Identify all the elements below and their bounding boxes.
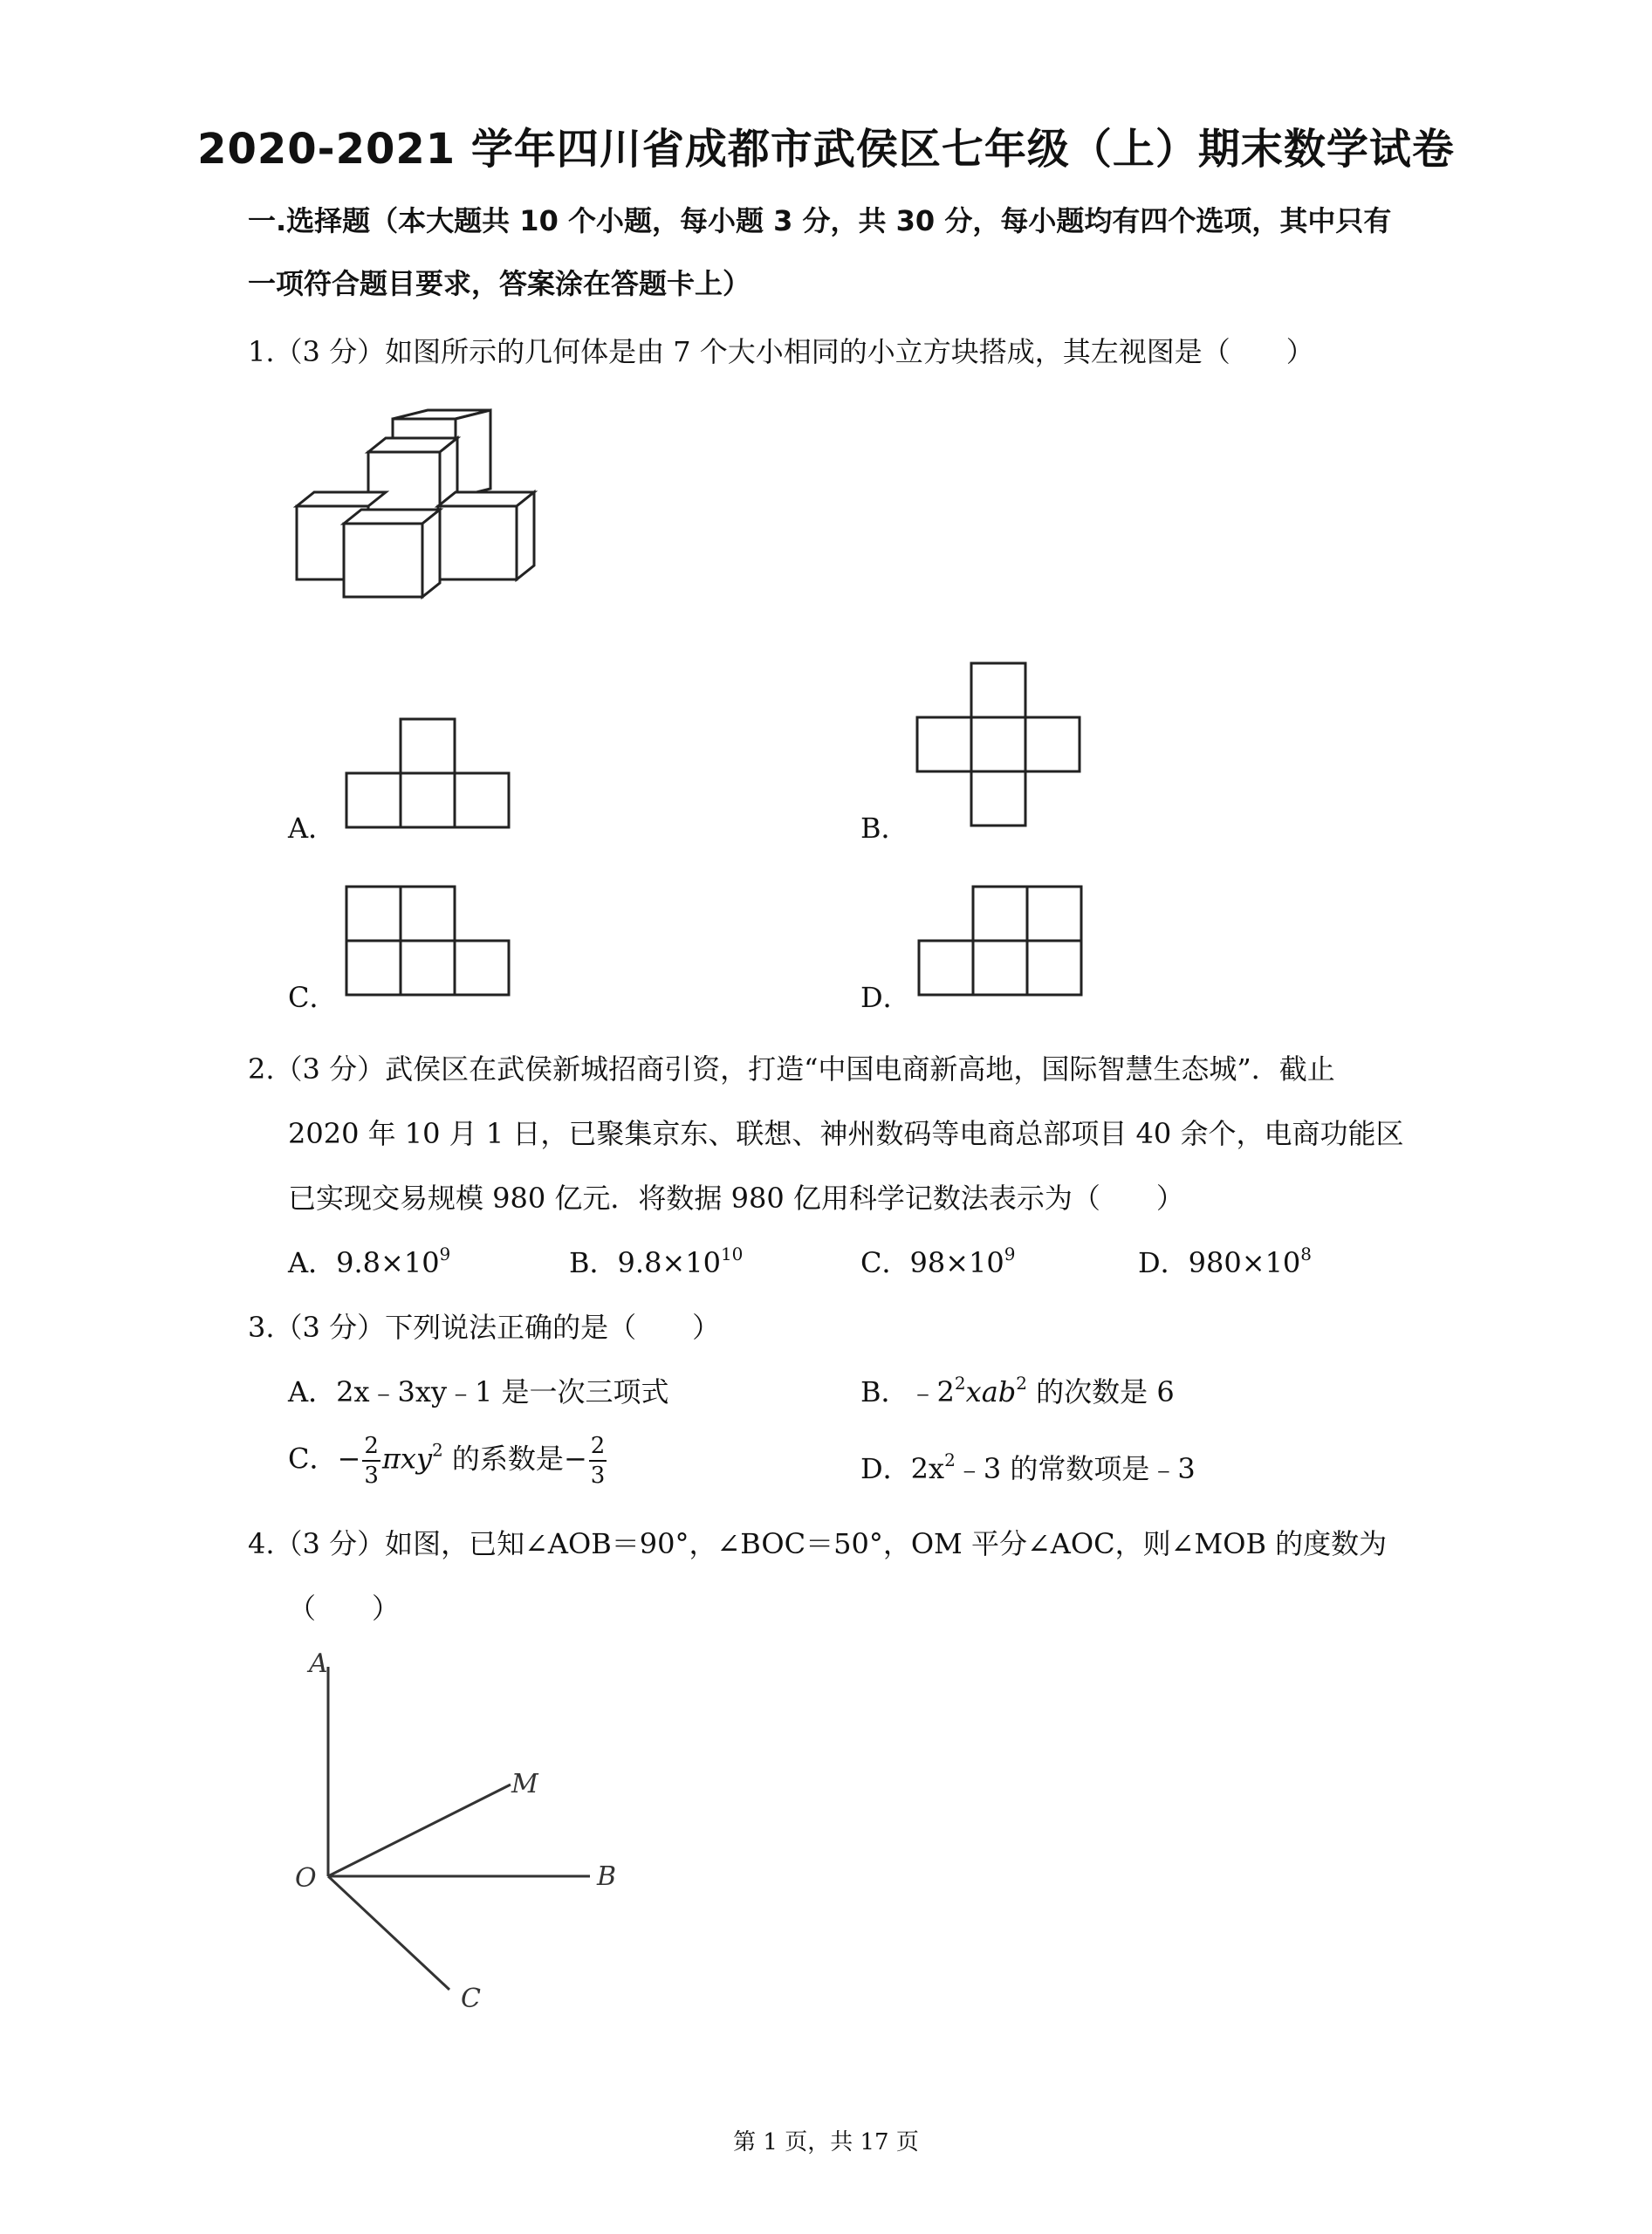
q1-option-d-label: D．	[860, 981, 911, 1014]
point-label-b: B	[597, 1861, 617, 1892]
section1-heading-line2: 一项符合题目要求，答案涂在答题卡上）	[248, 267, 751, 300]
q1-solid-figure	[288, 401, 550, 620]
q1-option-b-figure	[916, 661, 1082, 831]
point-label-a: A	[309, 1648, 328, 1679]
q1-stem: 1.（3 分）如图所示的几何体是由 7 个大小相同的小立方块搭成，其左视图是（ ）	[248, 335, 1314, 368]
q1-option-b-label: B．	[860, 812, 909, 845]
q3-option-d: D．$2x^2﹣3$ 的常数项是﹣3	[860, 1449, 1196, 1485]
q2-stem-line3: 已实现交易规模 980 亿元．将数据 980 亿用科学记数法表示为（ ）	[288, 1182, 1184, 1215]
q2-option-a: A．$9.8\times 10^9$	[288, 1244, 451, 1279]
q3-option-b: B．$﹣2^2xab^2$ 的次数是 6	[860, 1373, 1175, 1408]
exam-title: 2020-2021 学年四川省成都市武侯区七年级（上）期末数学试卷	[197, 125, 1455, 174]
q4-stem-line2: （ ）	[288, 1592, 401, 1625]
q3-option-c: C．− $\frac{2}{3}$ πxy$^2$ 的系数是− $\frac{2}{3}$	[288, 1433, 606, 1489]
q4-angle-figure	[279, 1641, 646, 2025]
q4-stem-line1: 4.（3 分）如图，已知∠AOB＝90°，∠BOC＝50°，OM 平分∠AOC，则∠MOB 的度数为	[248, 1527, 1388, 1560]
q1-option-a-label: A．	[288, 812, 337, 845]
q1-option-c-label: C．	[288, 981, 338, 1014]
q3-option-a: A．2x﹣3xy﹣1 是一次三项式	[288, 1375, 669, 1408]
section1-heading-line1: 一.选择题（本大题共 10 个小题，每小题 3 分，共 30 分，每小题均有四个选项，其中只有	[248, 204, 1392, 237]
q1-option-a-figure	[346, 717, 511, 831]
q2-stem-line1: 2.（3 分）武侯区在武侯新城招商引资，打造“中国电商新高地，国际智慧生态城”．截止	[248, 1052, 1335, 1086]
fraction: $\frac{2}{3}$	[590, 1433, 606, 1489]
page-footer: 第 1 页，共 17 页	[733, 2129, 919, 2155]
q2-option-c: C．$98\times 10^9$	[860, 1244, 1016, 1279]
q1-option-c-figure	[346, 885, 511, 998]
q2-option-d: D．$980\times 10^8$	[1138, 1244, 1313, 1279]
q2-stem-line2: 2020 年 10 月 1 日，已聚集京东、联想、神州数码等电商总部项目 40 余个，电商功能区	[288, 1117, 1404, 1150]
point-label-c: C	[461, 1984, 481, 2014]
q2-option-b: B．$9.8\times 10^{10}$	[569, 1244, 744, 1279]
ray-oc	[328, 1876, 449, 1990]
fraction: $\frac{2}{3}$	[364, 1433, 379, 1489]
point-label-m: M	[511, 1769, 538, 1799]
ray-om	[328, 1785, 511, 1876]
q3-stem: 3.（3 分）下列说法正确的是（ ）	[248, 1311, 721, 1344]
point-label-o: O	[295, 1863, 317, 1894]
q1-option-d-figure	[918, 885, 1084, 998]
